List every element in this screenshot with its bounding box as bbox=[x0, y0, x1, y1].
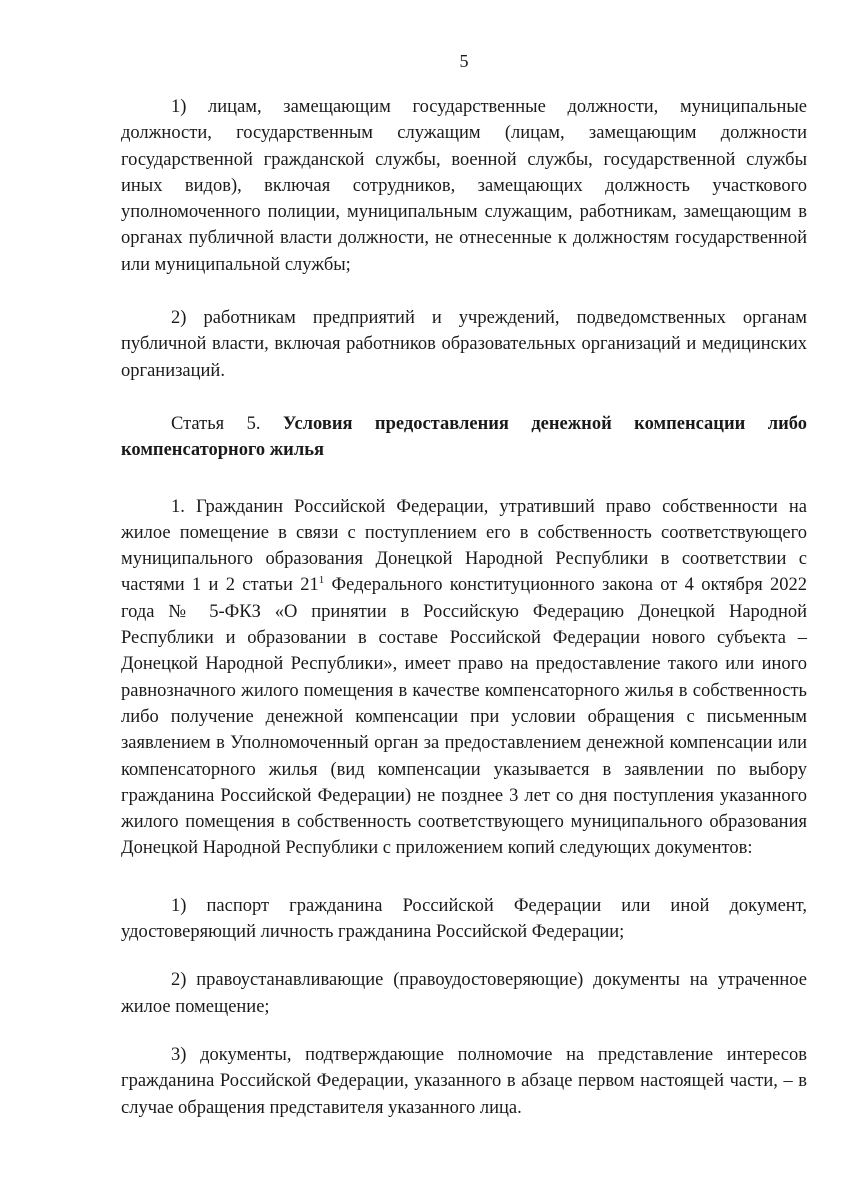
clause-1-paragraph bbox=[121, 494, 807, 862]
document-item-passport: 1) паспорт гражданина Российской Федерации или иной документ, удостоверяющий личность гражданина Российской Федерации; bbox=[121, 895, 807, 943]
article-title: Условия предоставления денежной компенсации либо компенсаторного жилья bbox=[121, 413, 807, 461]
list-item-employees: 2) работникам предприятий и учреждений, подведомственных органам публичной власти, включая работников образовательных организаций и медицинских организаций. bbox=[121, 308, 807, 381]
document-item-power-of-attorney: 3) документы, подтверждающие полномочие на представление интересов гражданина Российской Федерации, указанного в абзаце первом настоящей части, – в случае обращения представителя указанного лица. bbox=[121, 1044, 807, 1118]
clause-1-text-end: Федерального конституционного закона от 4 октября 2022 года № 5-ФКЗ «О принятии в Российскую Федерацию Донецкой Народной Республики и образовании в составе Российской Федерации нового субъекта – Донецкой Народной Республики», имеет право на предоставление такого или иного равнозначного жилого помещения в качестве компенсаторного жилья в собственность либо получение денежной компенсации при условии обращения с письменным заявлением в Уполномоченный орган за предоставлением денежной компенсации или компенсаторного жилья (вид компенсации указывается в заявлении по выбору гражданина Российской Федерации) не позднее 3 лет со дня поступления указанного жилого помещения в собственность соответствующего муниципального образования Донецкой Народной Республики с приложением копий следующих документов: bbox=[121, 575, 807, 859]
clause-1-text-start: 1. Гражданин Российской Федерации, утративший право собственности на жилое помещение в связи с поступлением его в собственность соответствующего муниципального образования Донецкой Народной Республики в соответствии с частями 1 и 2 статьи 21 bbox=[121, 496, 807, 596]
page-number: 5 bbox=[459, 51, 469, 71]
document-page bbox=[121, 48, 807, 1121]
list-item-officials: 1) лицам, замещающим государственные должности, муниципальные должности, государственным служащим (лицам, замещающим должности государственной гражданской службы, военной службы, государственной службы иных видов), включая сотрудников, замещающих должность участкового уполномоченного полиции, муниципальным служащим, работникам, замещающим в органах публичной власти должности, не отнесенные к должностям государственной или муниципальной службы; bbox=[121, 97, 807, 275]
article-heading bbox=[121, 411, 807, 464]
document-item-title-deeds: 2) правоустанавливающие (правоудостоверяющие) документы на утраченное жилое помещение; bbox=[121, 970, 807, 1017]
article-number: Статья 5. bbox=[171, 413, 261, 434]
article-superscript: 1 bbox=[318, 574, 325, 587]
